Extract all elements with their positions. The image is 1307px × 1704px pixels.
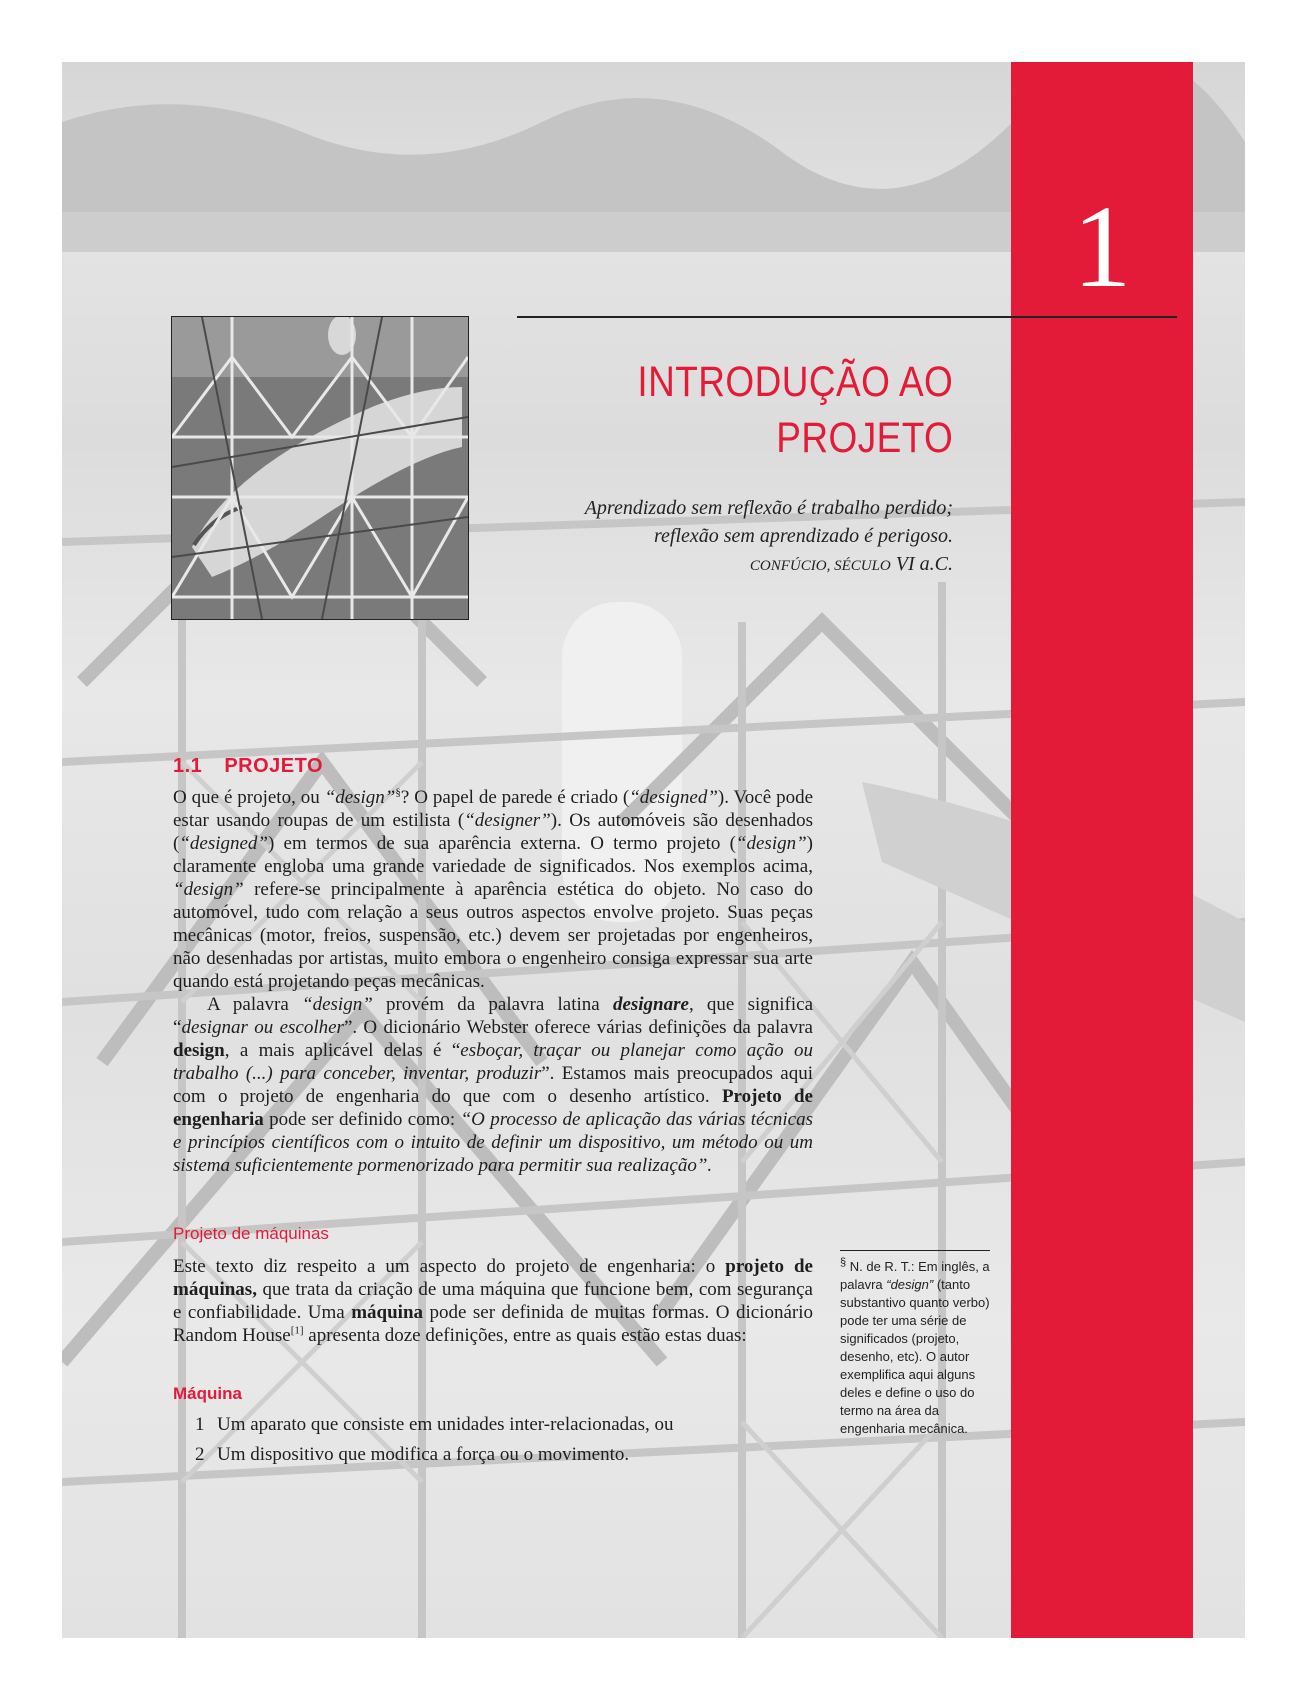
epigraph-line1: Aprendizado sem reflexão é trabalho perdido;	[584, 497, 953, 519]
title-rule	[517, 316, 1177, 318]
paragraph-2: A palavra “design” provém da palavra latina designare, que significa “designar ou escolher”. O dicionário Webster oferece várias definições da palavra design, a mais aplicável delas é “esboçar, traçar ou planejar como ação ou trabalho (...) para conceber, inventar, produzir”. Estamos mais preocupados aqui com o projeto de engenharia do que com o desenho artístico. Projeto de engenharia pode ser definido como: “O processo de aplicação das várias técnicas e princípios científicos com o intuito de definir um dispositivo, um método ou um sistema suficientemente pormenorizado para permitir sua realização”.	[173, 994, 813, 1176]
epigraph-line2: reflexão sem aprendizado é perigoso.	[653, 525, 953, 547]
subsection-heading-machine: Máquina	[173, 1384, 242, 1403]
body-text-machine-design	[173, 1255, 813, 1347]
section-heading	[173, 755, 323, 778]
chapter-title-line1: INTRODUÇÃO AO	[637, 358, 953, 406]
chapter-photo	[171, 316, 469, 620]
footnote-rule	[840, 1250, 990, 1251]
epigraph-attribution	[585, 550, 953, 580]
footnote: § N. de R. T.: Em inglês, a palavra “design” (tanto substantivo quanto verbo) pode ter uma série de significados (projeto, desenho, etc). O autor exemplifica aqui alguns deles e define o uso do termo na área da engenharia mecânica.	[840, 1256, 990, 1436]
paragraph-1: O que é projeto, ou “design”§? O papel de parede é criado (“designed”). Você pode estar usando roupas de um estilista (“designer”). Os automóveis são desenhados (“designed”) em termos de sua aparência externa. O termo projeto (“design”) claramente engloba uma grande variedade de significados. Nos exemplos acima, “design” refere-se principalmente à aparência estética do objeto. No caso do automóvel, tudo com relação a seus outros aspectos envolve projeto. Suas peças mecânicas (motor, freios, suspensão, etc.) devem ser projetadas por engenheiros, não desenhadas por artistas, muito embora o engenheiro consiga expressar sua arte quando está projetando peças mecânicas.	[173, 786, 813, 992]
chapter-number: 1	[1072, 181, 1132, 312]
list-item: 2 Um dispositivo que modifica a força ou o movimento.	[195, 1444, 630, 1465]
epigraph-author: CONFÚCIO, SÉCULO	[749, 558, 891, 574]
epigraph-era: VI a.C.	[890, 553, 953, 575]
section-title: PROJETO	[224, 755, 324, 777]
subsection-heading-machine-design: Projeto de máquinas	[173, 1224, 329, 1243]
chapter-title	[637, 354, 953, 466]
epigraph	[585, 494, 953, 580]
section-number: 1.1	[173, 755, 203, 777]
definition-list	[195, 1410, 674, 1470]
body-text	[173, 786, 813, 1177]
paragraph-3: Este texto diz respeito a um aspecto do projeto de engenharia: o projeto de máquinas, que trata da criação de uma máquina que funcione bem, com segurança e confiabilidade. Uma máquina pode ser definida de muitas formas. O dicionário Random House[1] apresenta doze definições, entre as quais estão estas duas:	[173, 1256, 814, 1346]
chapter-title-line2: PROJETO	[776, 414, 953, 462]
list-item: 1 Um aparato que consiste em unidades inter-relacionadas, ou	[195, 1414, 674, 1435]
